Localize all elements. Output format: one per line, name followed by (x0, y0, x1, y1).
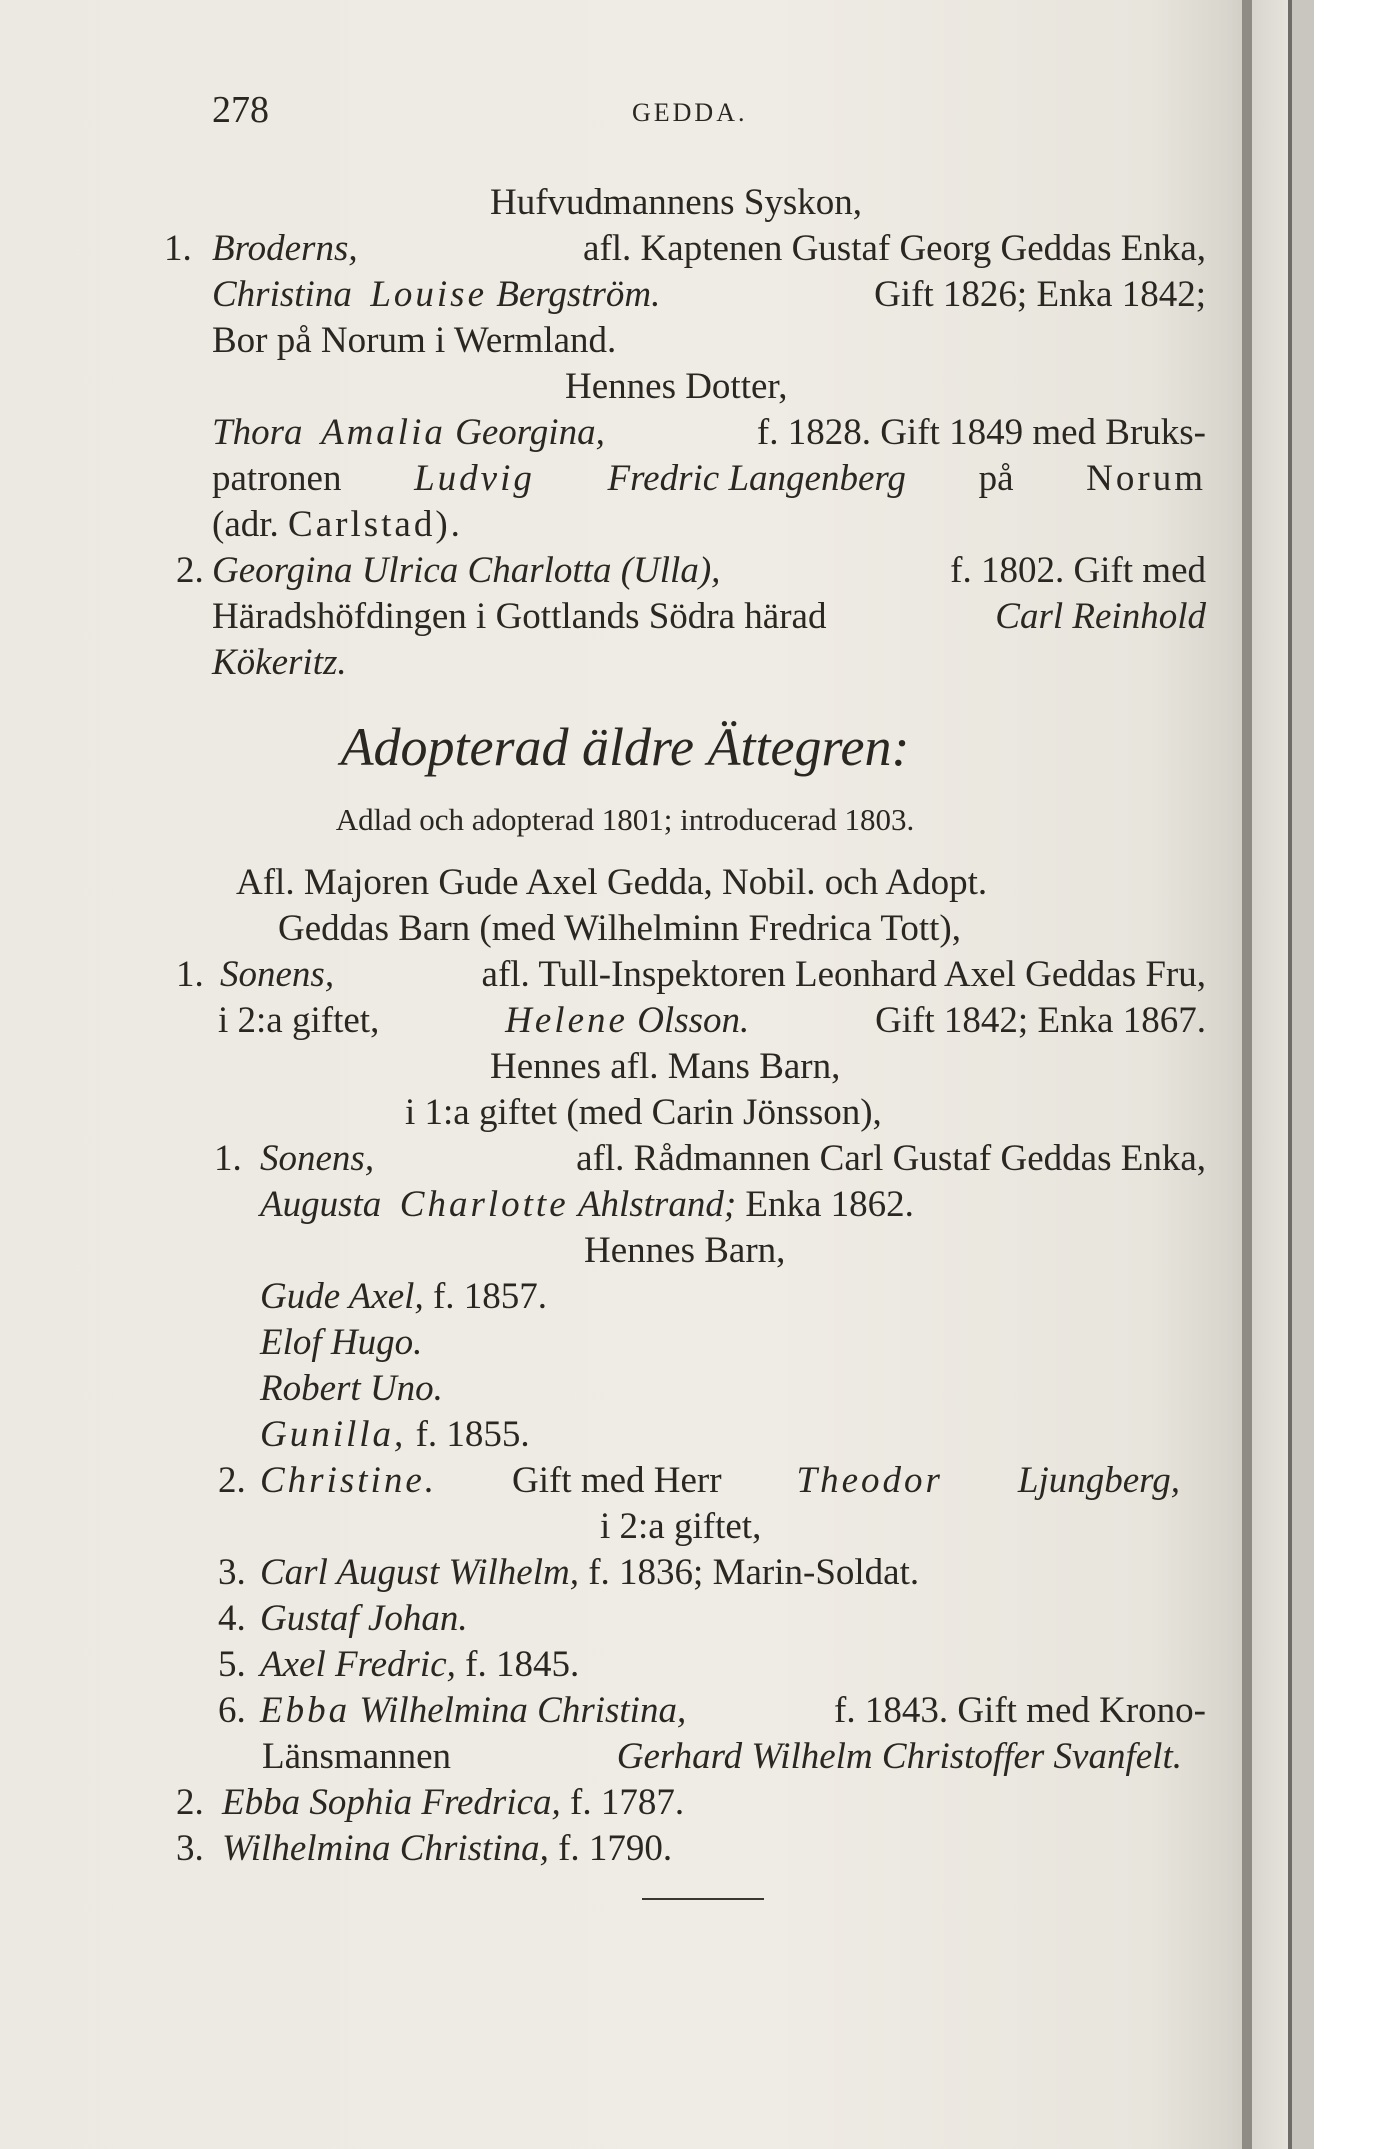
entry-number: 6. (218, 1690, 246, 1731)
section-subtitle: Adlad och adopterad 1801; introducerad 1803. (335, 802, 915, 837)
entry-text: i 2:a giftet, (600, 1506, 762, 1547)
person-name: Ebba (260, 1690, 351, 1731)
entry-text: (adr. (212, 504, 279, 545)
person-name: Augusta (260, 1184, 382, 1225)
person-name: Bergström. (496, 274, 661, 315)
running-head: GEDDA. (632, 98, 748, 127)
entry-text: f. 1843. Gift med Krono- (834, 1690, 1206, 1731)
person-name: Gude Axel, (260, 1276, 424, 1317)
person-name: Gustaf Johan. (260, 1598, 468, 1639)
place-name: Carlstad). (288, 504, 463, 545)
person-name: Carl Reinhold (995, 596, 1206, 637)
child-entry (260, 1366, 443, 1412)
section-heading: Hufvudmannens Syskon, (490, 182, 863, 223)
person-name (212, 640, 347, 686)
entry-number: 2. (176, 1782, 204, 1823)
entry-text: Häradshöfdingen i Gottlands Södra härad (212, 596, 827, 637)
entry-text: f. 1790. (558, 1828, 673, 1869)
entry-text: f. 1845. (465, 1644, 580, 1685)
person-name: Carl August Wilhelm, (260, 1552, 579, 1593)
person-name: Fredric Langenberg (607, 458, 906, 499)
person-name: Wilhelmina Christina, (222, 1828, 549, 1869)
sub-heading: Hennes afl. Mans Barn, (490, 1046, 841, 1087)
entry-text: Gift 1826; Enka 1842; (874, 274, 1206, 315)
person-name: Robert Uno. (260, 1368, 443, 1409)
person-name: Elof Hugo. (260, 1322, 423, 1363)
entry-number: 4. (218, 1598, 246, 1639)
entry-text: f. 1855. (415, 1414, 530, 1455)
entry-text: f. 1857. (432, 1276, 548, 1317)
entry-number: 1. (164, 228, 192, 269)
person-name: Ebba Sophia Fredrica, (222, 1782, 561, 1823)
entry-text: Länsmannen (262, 1736, 452, 1777)
sub-heading: Hennes Barn, (584, 1230, 786, 1271)
entry-text: Gift 1842; Enka 1867. (875, 1000, 1206, 1041)
person-name: Charlotte (399, 1184, 569, 1225)
person-name: Ludvig (414, 458, 535, 499)
scan-margin (1314, 0, 1377, 2149)
entry-line (212, 502, 463, 548)
entry-number: 3. (176, 1828, 204, 1869)
entry-text: afl. Kaptenen Gustaf Georg Geddas Enka, (583, 228, 1206, 269)
page-number: 278 (212, 89, 269, 131)
entry-text: Bor på Norum i Wermland. (212, 320, 617, 361)
entry-line (260, 1182, 914, 1228)
person-name: Kökeritz. (212, 642, 347, 683)
entry-text: afl. Tull-Inspektoren Leonhard Axel Geddas Fru, (481, 954, 1206, 995)
entry-text: afl. Rådmannen Carl Gustaf Geddas Enka, (576, 1138, 1206, 1179)
person-name: Wilhelmina Christina, (359, 1690, 687, 1731)
intro-line: Geddas Barn (med Wilhelminn Fredrica Tott), (278, 908, 962, 949)
entry-number: 3. (218, 1552, 246, 1593)
entry-text: Gift med Herr (511, 1460, 722, 1501)
person-name: Georgina, (455, 412, 605, 453)
entry-text: f. 1787. (570, 1782, 685, 1823)
entry-name: Sonens, (260, 1138, 375, 1179)
entry-text: Enka 1862. (745, 1184, 914, 1225)
entry-number: 2. (176, 550, 204, 591)
page-edge-fold (1252, 0, 1288, 2149)
person-name: Christina (212, 274, 352, 315)
person-name: Gunilla, (260, 1414, 407, 1455)
person-name: Ljungberg, (1017, 1460, 1180, 1501)
sub-heading: Hennes Dotter, (565, 366, 788, 407)
person-name: Amalia (320, 412, 446, 453)
person-name: Gerhard Wilhelm Christoffer Svanfelt. (616, 1736, 1182, 1777)
person-name: Thora (212, 412, 303, 453)
person-name: Georgina Ulrica Charlotta (Ulla), (212, 550, 721, 591)
entry-text: f. 1836; Marin-Soldat. (588, 1552, 920, 1593)
child-entry (260, 1412, 530, 1458)
entry-text: i 2:a giftet, (218, 1000, 380, 1041)
entry-number: 5. (218, 1644, 246, 1685)
entry-name: Sonens, (220, 954, 335, 995)
person-name: Louise (370, 274, 488, 315)
person-name: Axel Fredric, (260, 1644, 456, 1685)
intro-line: Afl. Majoren Gude Axel Gedda, Nobil. och Adopt. (236, 862, 988, 903)
entry-number: 2. (218, 1460, 246, 1501)
section-title: Adopterad äldre Ättegren: (340, 717, 910, 777)
person-name: Olsson. (637, 1000, 750, 1041)
entry-text: f. 1802. Gift med (950, 550, 1206, 591)
page-edge-outer (1292, 0, 1314, 2149)
entry-name: Broderns, (212, 228, 358, 269)
child-entry (260, 1274, 547, 1320)
end-rule (642, 1898, 764, 1900)
entry-text: f. 1828. Gift 1849 med Bruks- (756, 412, 1206, 453)
entry-text: patronen (212, 458, 342, 499)
person-name: Christine. (260, 1460, 437, 1501)
sub-heading: i 1:a giftet (med Carin Jönsson), (405, 1092, 882, 1133)
place-name: Norum (1086, 458, 1206, 499)
person-name: Ahlstrand; (577, 1184, 737, 1225)
entry-text: på (978, 458, 1014, 499)
person-name: Theodor (796, 1460, 943, 1501)
person-name: Helene (505, 1000, 628, 1041)
entry-number: 1. (176, 954, 204, 995)
child-entry (260, 1320, 422, 1366)
page-edge-shadow (1242, 0, 1252, 2149)
entry-number: 1. (214, 1138, 242, 1179)
